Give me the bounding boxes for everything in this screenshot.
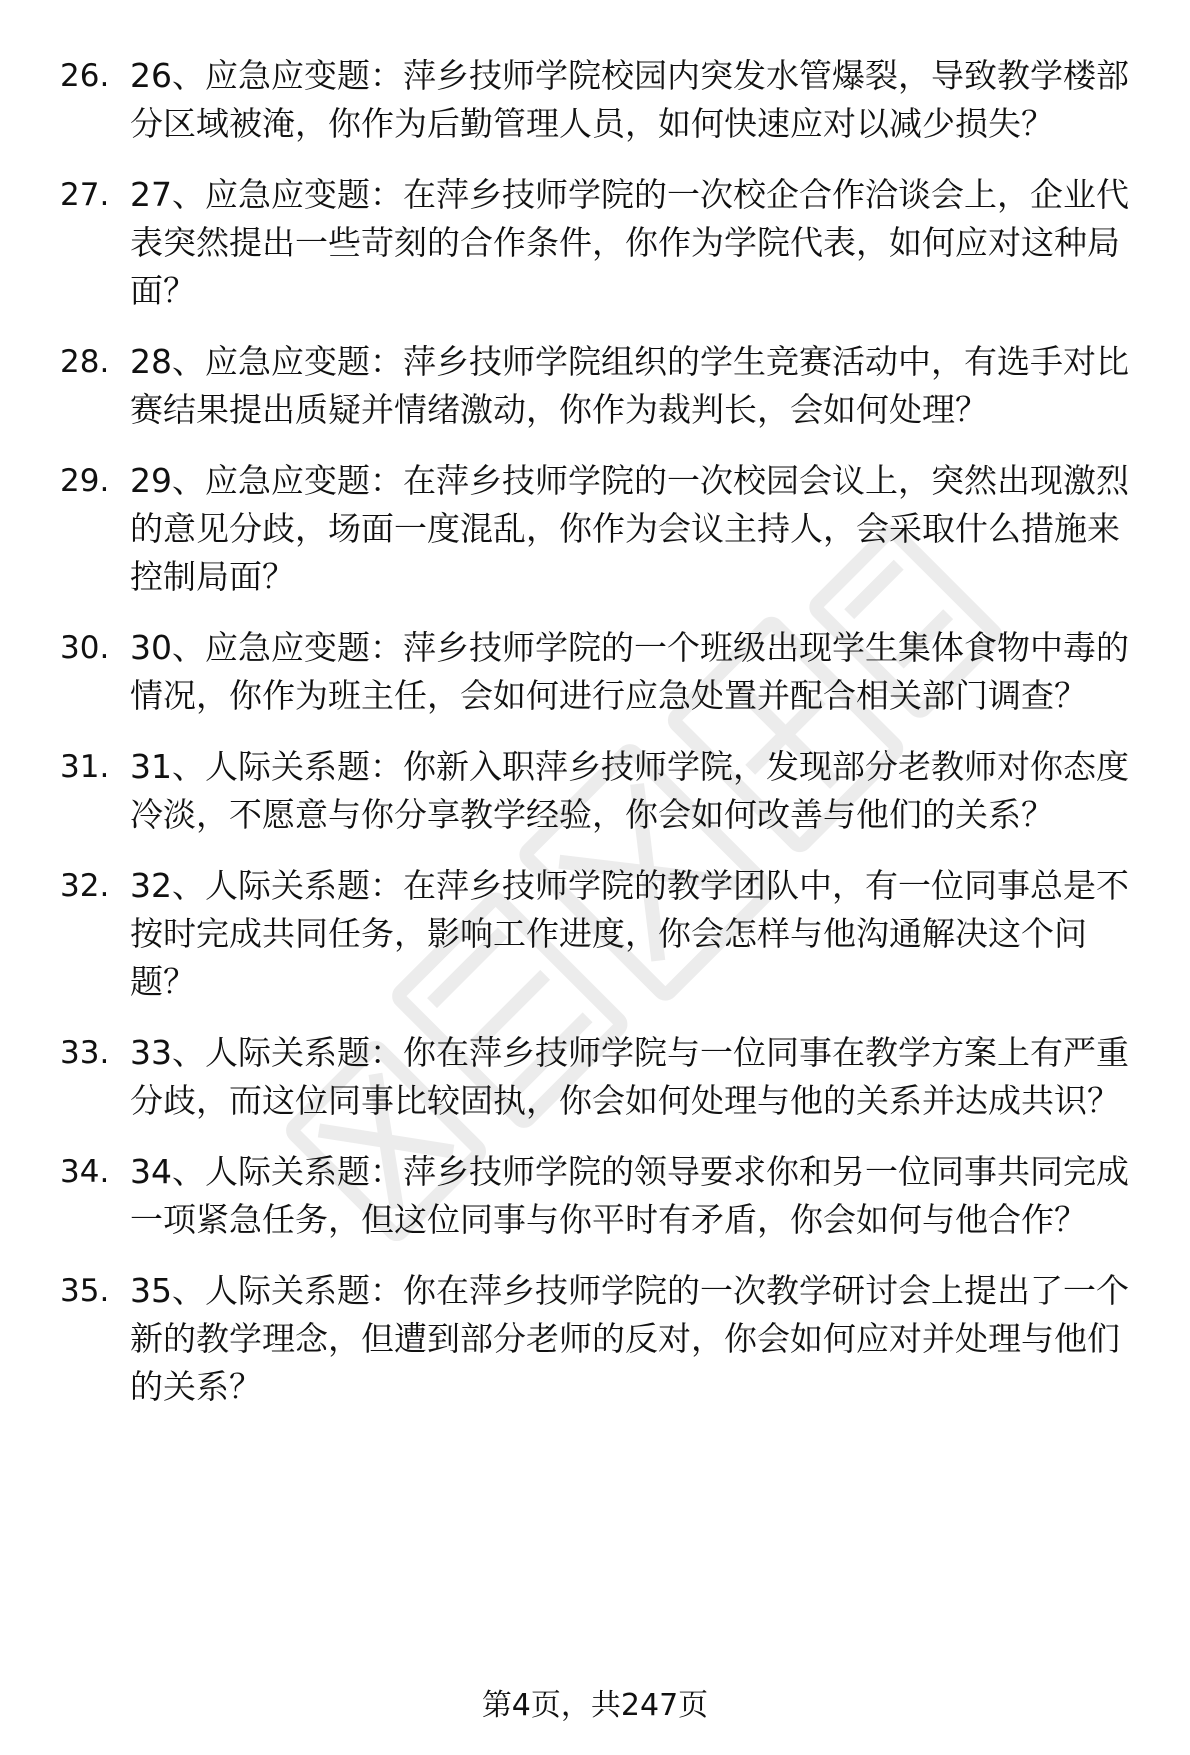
question-number: 30. (60, 630, 110, 666)
list-item (60, 743, 1150, 839)
list-item (60, 338, 1150, 434)
question-number: 33. (60, 1035, 110, 1071)
question-number: 32. (60, 868, 110, 904)
list-item (60, 457, 1150, 601)
list-item (60, 171, 1150, 315)
question-number: 28. (60, 344, 110, 380)
question-text: 29、应急应变题：在萍乡技师学院的一次校园会议上，突然出现激烈的意见分歧，场面一度混乱，你作为会议主持人，会采取什么措施来控制局面？ (130, 461, 1129, 596)
question-text: 30、应急应变题：萍乡技师学院的一个班级出现学生集体食物中毒的情况，你作为班主任，会如何进行应急处置并配合相关部门调查？ (130, 628, 1129, 715)
question-number: 27. (60, 177, 110, 213)
list-item (60, 52, 1150, 148)
question-text: 28、应急应变题：萍乡技师学院组织的学生竞赛活动中，有选手对比赛结果提出质疑并情绪激动，你作为裁判长，会如何处理？ (130, 342, 1129, 429)
question-number: 26. (60, 58, 110, 94)
list-item (60, 862, 1150, 1006)
question-text: 34、人际关系题：萍乡技师学院的领导要求你和另一位同事共同完成一项紧急任务，但这位同事与你平时有矛盾，你会如何与他合作？ (130, 1152, 1129, 1239)
page-footer: 第4页，共247页 (481, 1688, 709, 1723)
question-number: 34. (60, 1154, 110, 1190)
question-text: 33、人际关系题：你在萍乡技师学院与一位同事在教学方案上有严重分歧，而这位同事比较固执，你会如何处理与他的关系并达成共识？ (130, 1033, 1129, 1120)
question-list (60, 52, 1150, 1434)
question-number: 35. (60, 1273, 110, 1309)
question-text: 26、应急应变题：萍乡技师学院校园内突发水管爆裂，导致教学楼部分区域被淹，你作为后勤管理人员，如何快速应对以减少损失？ (130, 56, 1129, 143)
list-item (60, 1148, 1150, 1244)
question-number: 31. (60, 749, 110, 785)
list-item (60, 1029, 1150, 1125)
question-text: 32、人际关系题：在萍乡技师学院的教学团队中，有一位同事总是不按时完成共同任务，影响工作进度，你会怎样与他沟通解决这个问题？ (130, 866, 1129, 1001)
question-text: 27、应急应变题：在萍乡技师学院的一次校企合作洽谈会上，企业代表突然提出一些苛刻的合作条件，你作为学院代表，如何应对这种局面？ (130, 175, 1129, 310)
question-number: 29. (60, 463, 110, 499)
list-item (60, 624, 1150, 720)
list-item (60, 1267, 1150, 1411)
question-text: 31、人际关系题：你新入职萍乡技师学院，发现部分老教师对你态度冷淡，不愿意与你分享教学经验，你会如何改善与他们的关系？ (130, 747, 1129, 834)
question-text: 35、人际关系题：你在萍乡技师学院的一次教学研讨会上提出了一个新的教学理念，但遭到部分老师的反对，你会如何应对并处理与他们的关系？ (130, 1271, 1129, 1406)
